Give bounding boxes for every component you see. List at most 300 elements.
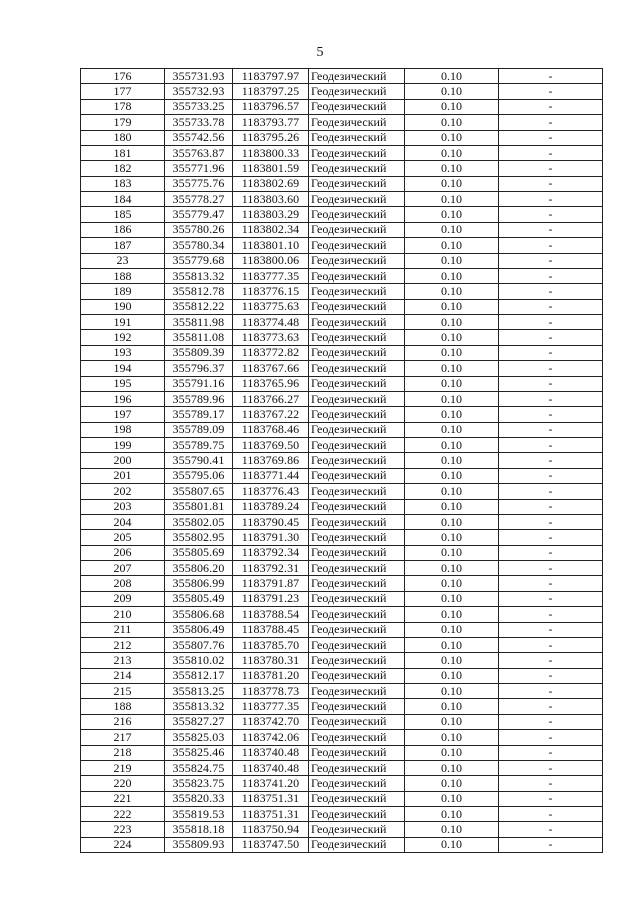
point-number-cell: 218 bbox=[81, 745, 165, 760]
point-number-cell: 197 bbox=[81, 407, 165, 422]
table-row bbox=[81, 361, 603, 376]
method-cell: Геодезический bbox=[309, 284, 405, 299]
description-cell: - bbox=[499, 284, 603, 299]
table-row bbox=[81, 484, 603, 499]
coord-x-cell: 355778.27 bbox=[165, 192, 233, 207]
point-number-cell: 190 bbox=[81, 299, 165, 314]
description-cell: - bbox=[499, 207, 603, 222]
description-cell: - bbox=[499, 484, 603, 499]
method-cell: Геодезический bbox=[309, 637, 405, 652]
coord-y-cell: 1183781.20 bbox=[233, 668, 309, 683]
point-number-cell: 208 bbox=[81, 576, 165, 591]
method-cell: Геодезический bbox=[309, 622, 405, 637]
point-number-cell: 209 bbox=[81, 591, 165, 606]
point-number-cell: 221 bbox=[81, 791, 165, 806]
point-number-cell: 212 bbox=[81, 637, 165, 652]
coord-x-cell: 355805.49 bbox=[165, 591, 233, 606]
coord-x-cell: 355813.25 bbox=[165, 684, 233, 699]
coord-y-cell: 1183789.24 bbox=[233, 499, 309, 514]
coord-x-cell: 355780.26 bbox=[165, 222, 233, 237]
description-cell: - bbox=[499, 145, 603, 160]
table-row bbox=[81, 791, 603, 806]
point-number-cell: 176 bbox=[81, 69, 165, 84]
table-row bbox=[81, 207, 603, 222]
description-cell: - bbox=[499, 499, 603, 514]
method-cell: Геодезический bbox=[309, 315, 405, 330]
description-cell: - bbox=[499, 576, 603, 591]
coord-x-cell: 355807.65 bbox=[165, 484, 233, 499]
description-cell: - bbox=[499, 776, 603, 791]
precision-cell: 0.10 bbox=[405, 561, 499, 576]
description-cell: - bbox=[499, 391, 603, 406]
precision-cell: 0.10 bbox=[405, 69, 499, 84]
precision-cell: 0.10 bbox=[405, 484, 499, 499]
method-cell: Геодезический bbox=[309, 69, 405, 84]
method-cell: Геодезический bbox=[309, 561, 405, 576]
coord-x-cell: 355791.16 bbox=[165, 376, 233, 391]
precision-cell: 0.10 bbox=[405, 238, 499, 253]
table-row bbox=[81, 760, 603, 775]
coord-y-cell: 1183769.86 bbox=[233, 453, 309, 468]
coord-x-cell: 355789.17 bbox=[165, 407, 233, 422]
coord-y-cell: 1183802.69 bbox=[233, 176, 309, 191]
table-row bbox=[81, 376, 603, 391]
precision-cell: 0.10 bbox=[405, 299, 499, 314]
table-row bbox=[81, 192, 603, 207]
method-cell: Геодезический bbox=[309, 407, 405, 422]
coord-y-cell: 1183803.60 bbox=[233, 192, 309, 207]
table-row bbox=[81, 238, 603, 253]
precision-cell: 0.10 bbox=[405, 315, 499, 330]
coord-x-cell: 355733.78 bbox=[165, 115, 233, 130]
coord-x-cell: 355824.75 bbox=[165, 760, 233, 775]
description-cell: - bbox=[499, 514, 603, 529]
method-cell: Геодезический bbox=[309, 422, 405, 437]
coordinates-table-body bbox=[81, 69, 603, 853]
table-row bbox=[81, 145, 603, 160]
table-row bbox=[81, 561, 603, 576]
method-cell: Геодезический bbox=[309, 361, 405, 376]
coord-y-cell: 1183791.87 bbox=[233, 576, 309, 591]
coord-x-cell: 355789.96 bbox=[165, 391, 233, 406]
table-row bbox=[81, 176, 603, 191]
table-row bbox=[81, 576, 603, 591]
description-cell: - bbox=[499, 637, 603, 652]
point-number-cell: 191 bbox=[81, 315, 165, 330]
description-cell: - bbox=[499, 653, 603, 668]
coord-x-cell: 355742.56 bbox=[165, 130, 233, 145]
table-row bbox=[81, 684, 603, 699]
method-cell: Геодезический bbox=[309, 499, 405, 514]
coord-x-cell: 355809.93 bbox=[165, 837, 233, 852]
method-cell: Геодезический bbox=[309, 222, 405, 237]
coord-x-cell: 355733.25 bbox=[165, 99, 233, 114]
table-row bbox=[81, 69, 603, 84]
coord-y-cell: 1183800.33 bbox=[233, 145, 309, 160]
precision-cell: 0.10 bbox=[405, 222, 499, 237]
table-row bbox=[81, 284, 603, 299]
method-cell: Геодезический bbox=[309, 668, 405, 683]
table-row bbox=[81, 130, 603, 145]
table-row bbox=[81, 807, 603, 822]
table-row bbox=[81, 222, 603, 237]
coord-x-cell: 355811.08 bbox=[165, 330, 233, 345]
description-cell: - bbox=[499, 822, 603, 837]
method-cell: Геодезический bbox=[309, 453, 405, 468]
coord-x-cell: 355775.76 bbox=[165, 176, 233, 191]
description-cell: - bbox=[499, 760, 603, 775]
coord-x-cell: 355789.75 bbox=[165, 438, 233, 453]
coord-y-cell: 1183800.06 bbox=[233, 253, 309, 268]
coord-y-cell: 1183776.15 bbox=[233, 284, 309, 299]
coord-x-cell: 355779.68 bbox=[165, 253, 233, 268]
coord-y-cell: 1183795.26 bbox=[233, 130, 309, 145]
table-row bbox=[81, 530, 603, 545]
table-row bbox=[81, 438, 603, 453]
point-number-cell: 177 bbox=[81, 84, 165, 99]
coord-x-cell: 355805.69 bbox=[165, 545, 233, 560]
coord-x-cell: 355813.32 bbox=[165, 699, 233, 714]
point-number-cell: 199 bbox=[81, 438, 165, 453]
coord-x-cell: 355780.34 bbox=[165, 238, 233, 253]
precision-cell: 0.10 bbox=[405, 822, 499, 837]
table-row bbox=[81, 99, 603, 114]
coord-y-cell: 1183774.48 bbox=[233, 315, 309, 330]
point-number-cell: 211 bbox=[81, 622, 165, 637]
point-number-cell: 189 bbox=[81, 284, 165, 299]
coordinates-table bbox=[80, 68, 603, 853]
coord-x-cell: 355732.93 bbox=[165, 84, 233, 99]
precision-cell: 0.10 bbox=[405, 637, 499, 652]
method-cell: Геодезический bbox=[309, 376, 405, 391]
method-cell: Геодезический bbox=[309, 207, 405, 222]
coord-x-cell: 355820.33 bbox=[165, 791, 233, 806]
precision-cell: 0.10 bbox=[405, 699, 499, 714]
coord-y-cell: 1183776.43 bbox=[233, 484, 309, 499]
table-row bbox=[81, 837, 603, 852]
description-cell: - bbox=[499, 176, 603, 191]
precision-cell: 0.10 bbox=[405, 807, 499, 822]
point-number-cell: 224 bbox=[81, 837, 165, 852]
table-row bbox=[81, 468, 603, 483]
precision-cell: 0.10 bbox=[405, 622, 499, 637]
coord-y-cell: 1183771.44 bbox=[233, 468, 309, 483]
table-row bbox=[81, 668, 603, 683]
precision-cell: 0.10 bbox=[405, 361, 499, 376]
coord-y-cell: 1183788.54 bbox=[233, 607, 309, 622]
method-cell: Геодезический bbox=[309, 760, 405, 775]
method-cell: Геодезический bbox=[309, 530, 405, 545]
point-number-cell: 222 bbox=[81, 807, 165, 822]
method-cell: Геодезический bbox=[309, 130, 405, 145]
point-number-cell: 183 bbox=[81, 176, 165, 191]
precision-cell: 0.10 bbox=[405, 115, 499, 130]
method-cell: Геодезический bbox=[309, 268, 405, 283]
method-cell: Геодезический bbox=[309, 776, 405, 791]
coord-y-cell: 1183791.23 bbox=[233, 591, 309, 606]
precision-cell: 0.10 bbox=[405, 730, 499, 745]
method-cell: Геодезический bbox=[309, 837, 405, 852]
coord-y-cell: 1183777.35 bbox=[233, 268, 309, 283]
table-row bbox=[81, 453, 603, 468]
coord-y-cell: 1183785.70 bbox=[233, 637, 309, 652]
point-number-cell: 219 bbox=[81, 760, 165, 775]
coord-x-cell: 355812.22 bbox=[165, 299, 233, 314]
coord-x-cell: 355823.75 bbox=[165, 776, 233, 791]
coord-x-cell: 355802.05 bbox=[165, 514, 233, 529]
point-number-cell: 188 bbox=[81, 268, 165, 283]
description-cell: - bbox=[499, 99, 603, 114]
coord-x-cell: 355789.09 bbox=[165, 422, 233, 437]
description-cell: - bbox=[499, 115, 603, 130]
table-row bbox=[81, 776, 603, 791]
coord-x-cell: 355818.18 bbox=[165, 822, 233, 837]
method-cell: Геодезический bbox=[309, 391, 405, 406]
coord-x-cell: 355763.87 bbox=[165, 145, 233, 160]
coord-y-cell: 1183741.20 bbox=[233, 776, 309, 791]
coord-x-cell: 355806.68 bbox=[165, 607, 233, 622]
coord-x-cell: 355802.95 bbox=[165, 530, 233, 545]
point-number-cell: 203 bbox=[81, 499, 165, 514]
point-number-cell: 188 bbox=[81, 699, 165, 714]
precision-cell: 0.10 bbox=[405, 284, 499, 299]
method-cell: Геодезический bbox=[309, 176, 405, 191]
description-cell: - bbox=[499, 438, 603, 453]
point-number-cell: 204 bbox=[81, 514, 165, 529]
method-cell: Геодезический bbox=[309, 730, 405, 745]
description-cell: - bbox=[499, 453, 603, 468]
description-cell: - bbox=[499, 330, 603, 345]
table-row bbox=[81, 422, 603, 437]
coord-y-cell: 1183769.50 bbox=[233, 438, 309, 453]
description-cell: - bbox=[499, 561, 603, 576]
point-number-cell: 206 bbox=[81, 545, 165, 560]
table-row bbox=[81, 84, 603, 99]
description-cell: - bbox=[499, 530, 603, 545]
precision-cell: 0.10 bbox=[405, 499, 499, 514]
coord-y-cell: 1183792.34 bbox=[233, 545, 309, 560]
method-cell: Геодезический bbox=[309, 714, 405, 729]
coord-y-cell: 1183797.25 bbox=[233, 84, 309, 99]
point-number-cell: 198 bbox=[81, 422, 165, 437]
description-cell: - bbox=[499, 545, 603, 560]
coord-x-cell: 355827.27 bbox=[165, 714, 233, 729]
description-cell: - bbox=[499, 376, 603, 391]
precision-cell: 0.10 bbox=[405, 545, 499, 560]
description-cell: - bbox=[499, 407, 603, 422]
point-number-cell: 182 bbox=[81, 161, 165, 176]
precision-cell: 0.10 bbox=[405, 776, 499, 791]
description-cell: - bbox=[499, 837, 603, 852]
description-cell: - bbox=[499, 161, 603, 176]
coord-y-cell: 1183801.10 bbox=[233, 238, 309, 253]
coord-y-cell: 1183767.22 bbox=[233, 407, 309, 422]
table-row bbox=[81, 514, 603, 529]
point-number-cell: 185 bbox=[81, 207, 165, 222]
table-row bbox=[81, 730, 603, 745]
method-cell: Геодезический bbox=[309, 84, 405, 99]
coord-x-cell: 355795.06 bbox=[165, 468, 233, 483]
description-cell: - bbox=[499, 607, 603, 622]
coord-y-cell: 1183740.48 bbox=[233, 745, 309, 760]
precision-cell: 0.10 bbox=[405, 576, 499, 591]
table-row bbox=[81, 745, 603, 760]
precision-cell: 0.10 bbox=[405, 438, 499, 453]
method-cell: Геодезический bbox=[309, 822, 405, 837]
table-row bbox=[81, 299, 603, 314]
point-number-cell: 192 bbox=[81, 330, 165, 345]
coord-x-cell: 355819.53 bbox=[165, 807, 233, 822]
precision-cell: 0.10 bbox=[405, 837, 499, 852]
precision-cell: 0.10 bbox=[405, 591, 499, 606]
coord-x-cell: 355806.20 bbox=[165, 561, 233, 576]
table-row bbox=[81, 315, 603, 330]
method-cell: Геодезический bbox=[309, 653, 405, 668]
method-cell: Геодезический bbox=[309, 745, 405, 760]
point-number-cell: 187 bbox=[81, 238, 165, 253]
coord-y-cell: 1183765.96 bbox=[233, 376, 309, 391]
table-row bbox=[81, 407, 603, 422]
description-cell: - bbox=[499, 684, 603, 699]
coord-x-cell: 355801.81 bbox=[165, 499, 233, 514]
coord-y-cell: 1183802.34 bbox=[233, 222, 309, 237]
precision-cell: 0.10 bbox=[405, 668, 499, 683]
precision-cell: 0.10 bbox=[405, 161, 499, 176]
description-cell: - bbox=[499, 699, 603, 714]
precision-cell: 0.10 bbox=[405, 376, 499, 391]
table-row bbox=[81, 161, 603, 176]
coord-y-cell: 1183792.31 bbox=[233, 561, 309, 576]
precision-cell: 0.10 bbox=[405, 145, 499, 160]
table-row bbox=[81, 115, 603, 130]
precision-cell: 0.10 bbox=[405, 514, 499, 529]
description-cell: - bbox=[499, 84, 603, 99]
description-cell: - bbox=[499, 69, 603, 84]
table-row bbox=[81, 253, 603, 268]
precision-cell: 0.10 bbox=[405, 684, 499, 699]
method-cell: Геодезический bbox=[309, 607, 405, 622]
method-cell: Геодезический bbox=[309, 591, 405, 606]
coord-y-cell: 1183797.97 bbox=[233, 69, 309, 84]
point-number-cell: 23 bbox=[81, 253, 165, 268]
coord-x-cell: 355825.46 bbox=[165, 745, 233, 760]
coord-y-cell: 1183768.46 bbox=[233, 422, 309, 437]
coord-x-cell: 355807.76 bbox=[165, 637, 233, 652]
description-cell: - bbox=[499, 807, 603, 822]
coord-y-cell: 1183767.66 bbox=[233, 361, 309, 376]
method-cell: Геодезический bbox=[309, 330, 405, 345]
coord-x-cell: 355809.39 bbox=[165, 345, 233, 360]
precision-cell: 0.10 bbox=[405, 607, 499, 622]
coord-x-cell: 355771.96 bbox=[165, 161, 233, 176]
point-number-cell: 180 bbox=[81, 130, 165, 145]
table-row bbox=[81, 545, 603, 560]
description-cell: - bbox=[499, 253, 603, 268]
coord-x-cell: 355731.93 bbox=[165, 69, 233, 84]
point-number-cell: 220 bbox=[81, 776, 165, 791]
method-cell: Геодезический bbox=[309, 438, 405, 453]
coord-y-cell: 1183791.30 bbox=[233, 530, 309, 545]
coord-y-cell: 1183751.31 bbox=[233, 791, 309, 806]
precision-cell: 0.10 bbox=[405, 345, 499, 360]
table-row bbox=[81, 699, 603, 714]
method-cell: Геодезический bbox=[309, 576, 405, 591]
coord-y-cell: 1183766.27 bbox=[233, 391, 309, 406]
method-cell: Геодезический bbox=[309, 684, 405, 699]
description-cell: - bbox=[499, 622, 603, 637]
method-cell: Геодезический bbox=[309, 99, 405, 114]
coord-y-cell: 1183777.35 bbox=[233, 699, 309, 714]
table-row bbox=[81, 345, 603, 360]
description-cell: - bbox=[499, 591, 603, 606]
table-row bbox=[81, 591, 603, 606]
point-number-cell: 195 bbox=[81, 376, 165, 391]
coord-x-cell: 355813.32 bbox=[165, 268, 233, 283]
precision-cell: 0.10 bbox=[405, 422, 499, 437]
coord-y-cell: 1183772.82 bbox=[233, 345, 309, 360]
description-cell: - bbox=[499, 422, 603, 437]
coord-y-cell: 1183773.63 bbox=[233, 330, 309, 345]
coord-x-cell: 355812.78 bbox=[165, 284, 233, 299]
method-cell: Геодезический bbox=[309, 345, 405, 360]
point-number-cell: 193 bbox=[81, 345, 165, 360]
description-cell: - bbox=[499, 299, 603, 314]
point-number-cell: 213 bbox=[81, 653, 165, 668]
point-number-cell: 223 bbox=[81, 822, 165, 837]
point-number-cell: 217 bbox=[81, 730, 165, 745]
method-cell: Геодезический bbox=[309, 468, 405, 483]
method-cell: Геодезический bbox=[309, 145, 405, 160]
coord-y-cell: 1183778.73 bbox=[233, 684, 309, 699]
table-row bbox=[81, 268, 603, 283]
precision-cell: 0.10 bbox=[405, 207, 499, 222]
coord-y-cell: 1183780.31 bbox=[233, 653, 309, 668]
precision-cell: 0.10 bbox=[405, 791, 499, 806]
precision-cell: 0.10 bbox=[405, 760, 499, 775]
coord-x-cell: 355806.99 bbox=[165, 576, 233, 591]
coord-y-cell: 1183796.57 bbox=[233, 99, 309, 114]
point-number-cell: 184 bbox=[81, 192, 165, 207]
precision-cell: 0.10 bbox=[405, 407, 499, 422]
precision-cell: 0.10 bbox=[405, 653, 499, 668]
precision-cell: 0.10 bbox=[405, 330, 499, 345]
precision-cell: 0.10 bbox=[405, 99, 499, 114]
description-cell: - bbox=[499, 130, 603, 145]
point-number-cell: 196 bbox=[81, 391, 165, 406]
coord-x-cell: 355812.17 bbox=[165, 668, 233, 683]
table-row bbox=[81, 637, 603, 652]
point-number-cell: 181 bbox=[81, 145, 165, 160]
method-cell: Геодезический bbox=[309, 514, 405, 529]
coord-x-cell: 355796.37 bbox=[165, 361, 233, 376]
table-row bbox=[81, 622, 603, 637]
precision-cell: 0.10 bbox=[405, 391, 499, 406]
precision-cell: 0.10 bbox=[405, 468, 499, 483]
table-row bbox=[81, 822, 603, 837]
coord-y-cell: 1183793.77 bbox=[233, 115, 309, 130]
coord-y-cell: 1183803.29 bbox=[233, 207, 309, 222]
method-cell: Геодезический bbox=[309, 484, 405, 499]
precision-cell: 0.10 bbox=[405, 253, 499, 268]
description-cell: - bbox=[499, 745, 603, 760]
point-number-cell: 214 bbox=[81, 668, 165, 683]
method-cell: Геодезический bbox=[309, 238, 405, 253]
page-number: 5 bbox=[316, 45, 324, 60]
method-cell: Геодезический bbox=[309, 253, 405, 268]
precision-cell: 0.10 bbox=[405, 745, 499, 760]
table-row bbox=[81, 714, 603, 729]
description-cell: - bbox=[499, 222, 603, 237]
